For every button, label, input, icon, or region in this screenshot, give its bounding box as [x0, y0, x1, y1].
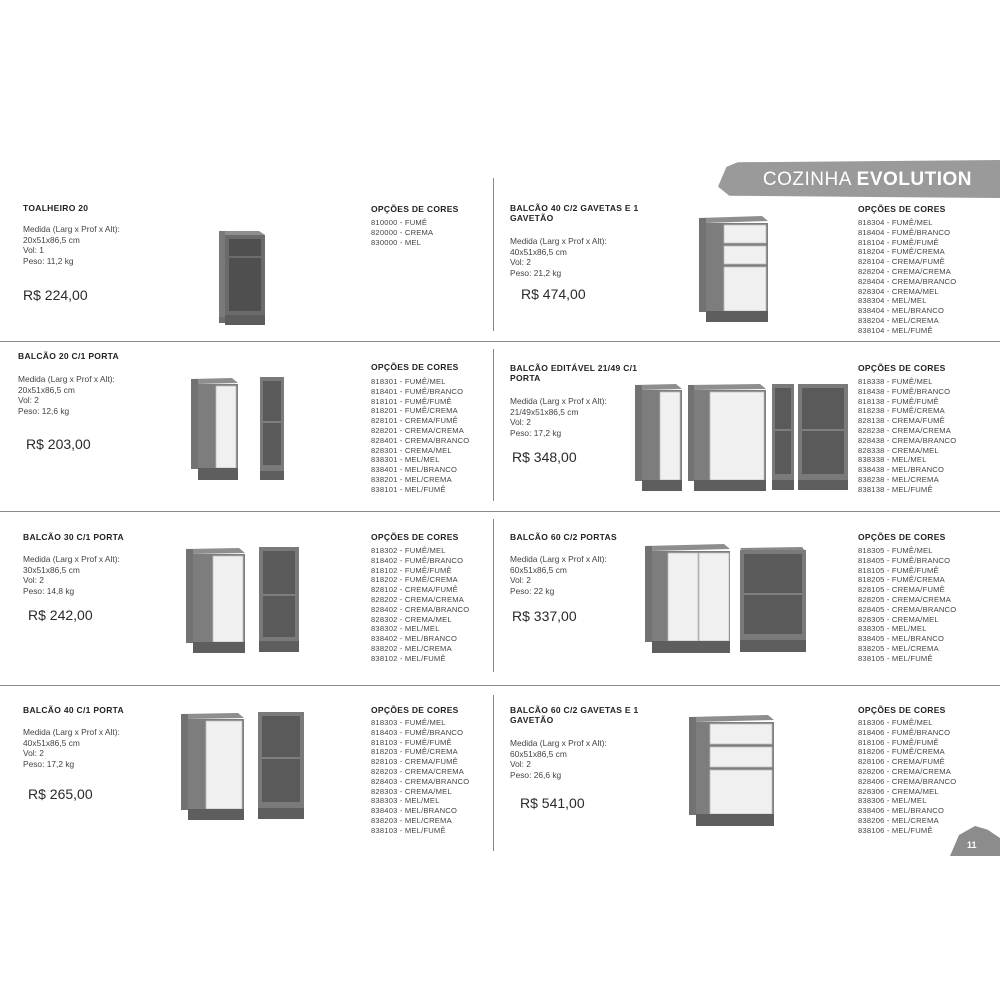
measure-label: Medida (Larg x Prof x Alt):	[23, 554, 120, 564]
product-title: BALCÃO 40 C/2 GAVETAS E 1 GAVETÃO	[510, 203, 639, 223]
color-option: 818205 - FUMÊ/CREMA	[858, 575, 945, 585]
volumes: Vol: 1	[23, 245, 44, 255]
color-option: 838102 - MEL/FUMÊ	[371, 653, 446, 663]
product-specs	[23, 727, 120, 769]
color-option: 838205 - MEL/CREMA	[858, 643, 939, 653]
product-title: BALCÃO EDITÁVEL 21/49 C/1 PORTA	[510, 363, 638, 383]
color-option: 838305 - MEL/MEL	[858, 624, 927, 634]
color-option: 820000 - CREMA	[371, 227, 434, 237]
color-option: 828305 - CREMA/MEL	[858, 614, 939, 624]
weight: Peso: 26,6 kg	[510, 769, 562, 780]
color-option: 828301 - CREMA/MEL	[371, 445, 452, 455]
weight: Peso: 17,2 kg	[510, 427, 562, 438]
color-option: 818305 - FUMÊ/MEL	[858, 546, 933, 555]
color-option: 828205 - CREMA/CREMA	[858, 594, 952, 604]
color-option: 838104 - MEL/FUMÊ	[858, 325, 933, 335]
column-divider	[493, 519, 494, 672]
color-option: 828206 - CREMA/CREMA	[858, 766, 952, 776]
color-option: 828202 - CREMA/CREMA	[371, 594, 465, 604]
color-option: 828104 - CREMA/FUMÊ	[858, 257, 945, 267]
color-option: 828438 - CREMA/BRANCO	[858, 435, 957, 445]
product-specs	[23, 224, 120, 266]
color-option: 818405 - FUMÊ/BRANCO	[858, 555, 951, 565]
color-option: 828403 - CREMA/BRANCO	[371, 776, 470, 786]
color-option: 818201 - FUMÊ/CREMA	[371, 406, 458, 416]
weight: Peso: 22 kg	[510, 585, 555, 596]
color-option: 828238 - CREMA/CREMA	[858, 425, 952, 435]
weight: Peso: 14,8 kg	[23, 585, 75, 596]
color-option: 828304 - CREMA/MEL	[858, 286, 939, 296]
volumes: Vol: 2	[510, 575, 531, 585]
product-specs	[510, 738, 607, 780]
color-options-list	[371, 218, 433, 247]
options-title: OPÇÕES DE CORES	[858, 532, 946, 542]
measure-label: Medida (Larg x Prof x Alt):	[510, 396, 607, 406]
color-options-list	[371, 718, 469, 836]
weight: Peso: 11,2 kg	[23, 255, 74, 266]
product-specs	[23, 554, 120, 596]
color-option: 818338 - FUMÊ/MEL	[858, 377, 933, 386]
product-image-balcao-40-gavetas	[696, 212, 774, 325]
product-price: R$ 265,00	[28, 786, 93, 802]
page-number-badge	[950, 826, 1000, 856]
color-option: 818102 - FUMÊ/FUMÊ	[371, 565, 452, 575]
options-title: OPÇÕES DE CORES	[858, 705, 946, 715]
options-title: OPÇÕES DE CORES	[371, 532, 459, 542]
color-option: 818105 - FUMÊ/FUMÊ	[858, 565, 939, 575]
color-option: 838106 - MEL/FUMÊ	[858, 825, 933, 835]
color-option: 838303 - MEL/MEL	[371, 796, 440, 806]
dimensions: 30x51x86,5 cm	[23, 564, 80, 575]
product-image-balcao-60-portas	[642, 540, 810, 656]
color-options-list	[371, 377, 469, 495]
color-option: 818138 - FUMÊ/FUMÊ	[858, 396, 939, 406]
product-image-toalheiro	[215, 227, 270, 328]
color-option: 828105 - CREMA/FUMÊ	[858, 585, 945, 595]
color-option: 838405 - MEL/BRANCO	[858, 634, 945, 644]
color-option: 818238 - FUMÊ/CREMA	[858, 406, 945, 416]
color-option: 818304 - FUMÊ/MEL	[858, 218, 933, 227]
product-image-balcao-30-porta	[183, 543, 305, 656]
color-option: 838105 - MEL/FUMÊ	[858, 653, 933, 663]
color-option: 828402 - CREMA/BRANCO	[371, 604, 470, 614]
color-option: 838103 - MEL/FUMÊ	[371, 825, 446, 835]
color-option: 838138 - MEL/FUMÊ	[858, 484, 933, 494]
color-option: 828405 - CREMA/BRANCO	[858, 604, 957, 614]
color-options-list	[371, 546, 469, 664]
color-option: 818204 - FUMÊ/CREMA	[858, 247, 945, 257]
product-price: R$ 337,00	[512, 608, 577, 624]
product-title: BALCÃO 60 C/2 PORTAS	[510, 532, 617, 542]
product-price: R$ 203,00	[26, 436, 91, 452]
color-option: 838302 - MEL/MEL	[371, 624, 440, 634]
measure-label: Medida (Larg x Prof x Alt):	[23, 224, 120, 234]
color-option: 838238 - MEL/CREMA	[858, 474, 939, 484]
options-title: OPÇÕES DE CORES	[858, 204, 946, 214]
color-option: 828338 - CREMA/MEL	[858, 445, 939, 455]
color-option: 838206 - MEL/CREMA	[858, 815, 939, 825]
color-option: 828102 - CREMA/FUMÊ	[371, 585, 458, 595]
color-option: 828101 - CREMA/FUMÊ	[371, 416, 458, 426]
color-option: 818202 - FUMÊ/CREMA	[371, 575, 458, 585]
color-option: 828204 - CREMA/CREMA	[858, 266, 952, 276]
color-option: 828302 - CREMA/MEL	[371, 614, 452, 624]
column-divider	[493, 349, 494, 501]
measure-label: Medida (Larg x Prof x Alt):	[23, 727, 120, 737]
dimensions: 40x51x86,5 cm	[23, 737, 80, 748]
color-option: 818402 - FUMÊ/BRANCO	[371, 555, 464, 565]
color-option: 838401 - MEL/BRANCO	[371, 465, 458, 475]
color-option: 828103 - CREMA/FUMÊ	[371, 757, 458, 767]
weight: Peso: 17,2 kg	[23, 758, 75, 769]
volumes: Vol: 2	[23, 748, 44, 758]
product-price: R$ 541,00	[520, 795, 585, 811]
color-option: 830000 - MEL	[371, 237, 422, 247]
product-price: R$ 242,00	[28, 607, 93, 623]
dimensions: 20x51x86,5 cm	[23, 234, 80, 245]
color-option: 838404 - MEL/BRANCO	[858, 306, 945, 316]
dimensions: 60x51x86,5 cm	[510, 748, 567, 759]
color-option: 818306 - FUMÊ/MEL	[858, 718, 933, 727]
product-specs	[510, 554, 607, 596]
color-option: 818104 - FUMÊ/FUMÊ	[858, 237, 939, 247]
product-image-balcao-editavel	[632, 378, 852, 494]
color-option: 818206 - FUMÊ/CREMA	[858, 747, 945, 757]
page-number: 11	[967, 840, 977, 850]
product-title: TOALHEIRO 20	[23, 203, 89, 213]
color-option: 818303 - FUMÊ/MEL	[371, 718, 446, 727]
color-option: 828406 - CREMA/BRANCO	[858, 776, 957, 786]
options-title: OPÇÕES DE CORES	[371, 204, 459, 214]
measure-label: Medida (Larg x Prof x Alt):	[510, 554, 607, 564]
color-option: 838101 - MEL/FUMÊ	[371, 484, 446, 494]
product-image-balcao-40-porta	[178, 708, 310, 822]
color-option: 838338 - MEL/MEL	[858, 455, 927, 465]
dimensions: 60x51x86,5 cm	[510, 564, 567, 575]
row-divider	[0, 685, 1000, 686]
color-option: 838438 - MEL/BRANCO	[858, 465, 945, 475]
color-options-list	[858, 218, 956, 336]
options-title: OPÇÕES DE CORES	[371, 362, 459, 372]
weight: Peso: 12,6 kg	[18, 405, 70, 416]
color-options-list	[858, 718, 956, 836]
color-option: 818203 - FUMÊ/CREMA	[371, 747, 458, 757]
color-option: 838306 - MEL/MEL	[858, 796, 927, 806]
dimensions: 21/49x51x86,5 cm	[510, 406, 579, 417]
row-divider	[0, 511, 1000, 512]
product-specs	[510, 396, 607, 438]
volumes: Vol: 2	[18, 395, 39, 405]
product-title: BALCÃO 60 C/2 GAVETAS E 1 GAVETÃO	[510, 705, 639, 725]
color-option: 828203 - CREMA/CREMA	[371, 766, 465, 776]
product-specs	[18, 374, 115, 416]
color-option: 828138 - CREMA/FUMÊ	[858, 416, 945, 426]
product-title: BALCÃO 40 C/1 PORTA	[23, 705, 124, 715]
product-price: R$ 224,00	[23, 287, 88, 303]
product-image-balcao-60-gavetas	[686, 711, 778, 829]
options-title: OPÇÕES DE CORES	[858, 363, 946, 373]
volumes: Vol: 2	[510, 257, 531, 267]
color-options-list	[858, 546, 956, 664]
color-option: 838406 - MEL/BRANCO	[858, 806, 945, 816]
product-title: BALCÃO 20 C/1 PORTA	[18, 351, 119, 361]
color-option: 818301 - FUMÊ/MEL	[371, 377, 446, 386]
measure-label: Medida (Larg x Prof x Alt):	[510, 236, 607, 246]
measure-label: Medida (Larg x Prof x Alt):	[18, 374, 115, 384]
color-option: 838304 - MEL/MEL	[858, 296, 927, 306]
column-divider	[493, 178, 494, 331]
color-option: 818106 - FUMÊ/FUMÊ	[858, 737, 939, 747]
product-specs	[510, 236, 607, 278]
product-image-balcao-20-porta	[188, 374, 290, 484]
color-option: 818103 - FUMÊ/FUMÊ	[371, 737, 452, 747]
color-option: 838402 - MEL/BRANCO	[371, 634, 458, 644]
options-title: OPÇÕES DE CORES	[371, 705, 459, 715]
volumes: Vol: 2	[23, 575, 44, 585]
color-option: 818406 - FUMÊ/BRANCO	[858, 727, 951, 737]
color-option: 818101 - FUMÊ/FUMÊ	[371, 396, 452, 406]
section-title: COZINHA EVOLUTION	[762, 169, 972, 190]
color-option: 838201 - MEL/CREMA	[371, 474, 452, 484]
section-banner	[718, 160, 1000, 198]
color-option: 828306 - CREMA/MEL	[858, 786, 939, 796]
color-option: 838202 - MEL/CREMA	[371, 643, 452, 653]
volumes: Vol: 2	[510, 417, 531, 427]
color-option: 818302 - FUMÊ/MEL	[371, 546, 446, 555]
color-option: 818401 - FUMÊ/BRANCO	[371, 386, 464, 396]
color-option: 838203 - MEL/CREMA	[371, 815, 452, 825]
color-option: 828404 - CREMA/BRANCO	[858, 276, 957, 286]
color-option: 818403 - FUMÊ/BRANCO	[371, 727, 464, 737]
dimensions: 20x51x86,5 cm	[18, 384, 75, 395]
color-option: 838301 - MEL/MEL	[371, 455, 440, 465]
dimensions: 40x51x86,5 cm	[510, 246, 567, 257]
row-divider	[0, 341, 1000, 342]
color-option: 828106 - CREMA/FUMÊ	[858, 757, 945, 767]
color-option: 828201 - CREMA/CREMA	[371, 425, 465, 435]
measure-label: Medida (Larg x Prof x Alt):	[510, 738, 607, 748]
weight: Peso: 21,2 kg	[510, 267, 562, 278]
color-options-list	[858, 377, 956, 495]
column-divider	[493, 695, 494, 851]
color-option: 810000 - FUMÊ	[371, 218, 428, 227]
color-option: 818438 - FUMÊ/BRANCO	[858, 386, 951, 396]
color-option: 828303 - CREMA/MEL	[371, 786, 452, 796]
color-option: 828401 - CREMA/BRANCO	[371, 435, 470, 445]
volumes: Vol: 2	[510, 759, 531, 769]
product-price: R$ 348,00	[512, 449, 577, 465]
color-option: 838403 - MEL/BRANCO	[371, 806, 458, 816]
color-option: 818404 - FUMÊ/BRANCO	[858, 227, 951, 237]
product-price: R$ 474,00	[521, 286, 586, 302]
product-title: BALCÃO 30 C/1 PORTA	[23, 532, 124, 542]
color-option: 838204 - MEL/CREMA	[858, 315, 939, 325]
